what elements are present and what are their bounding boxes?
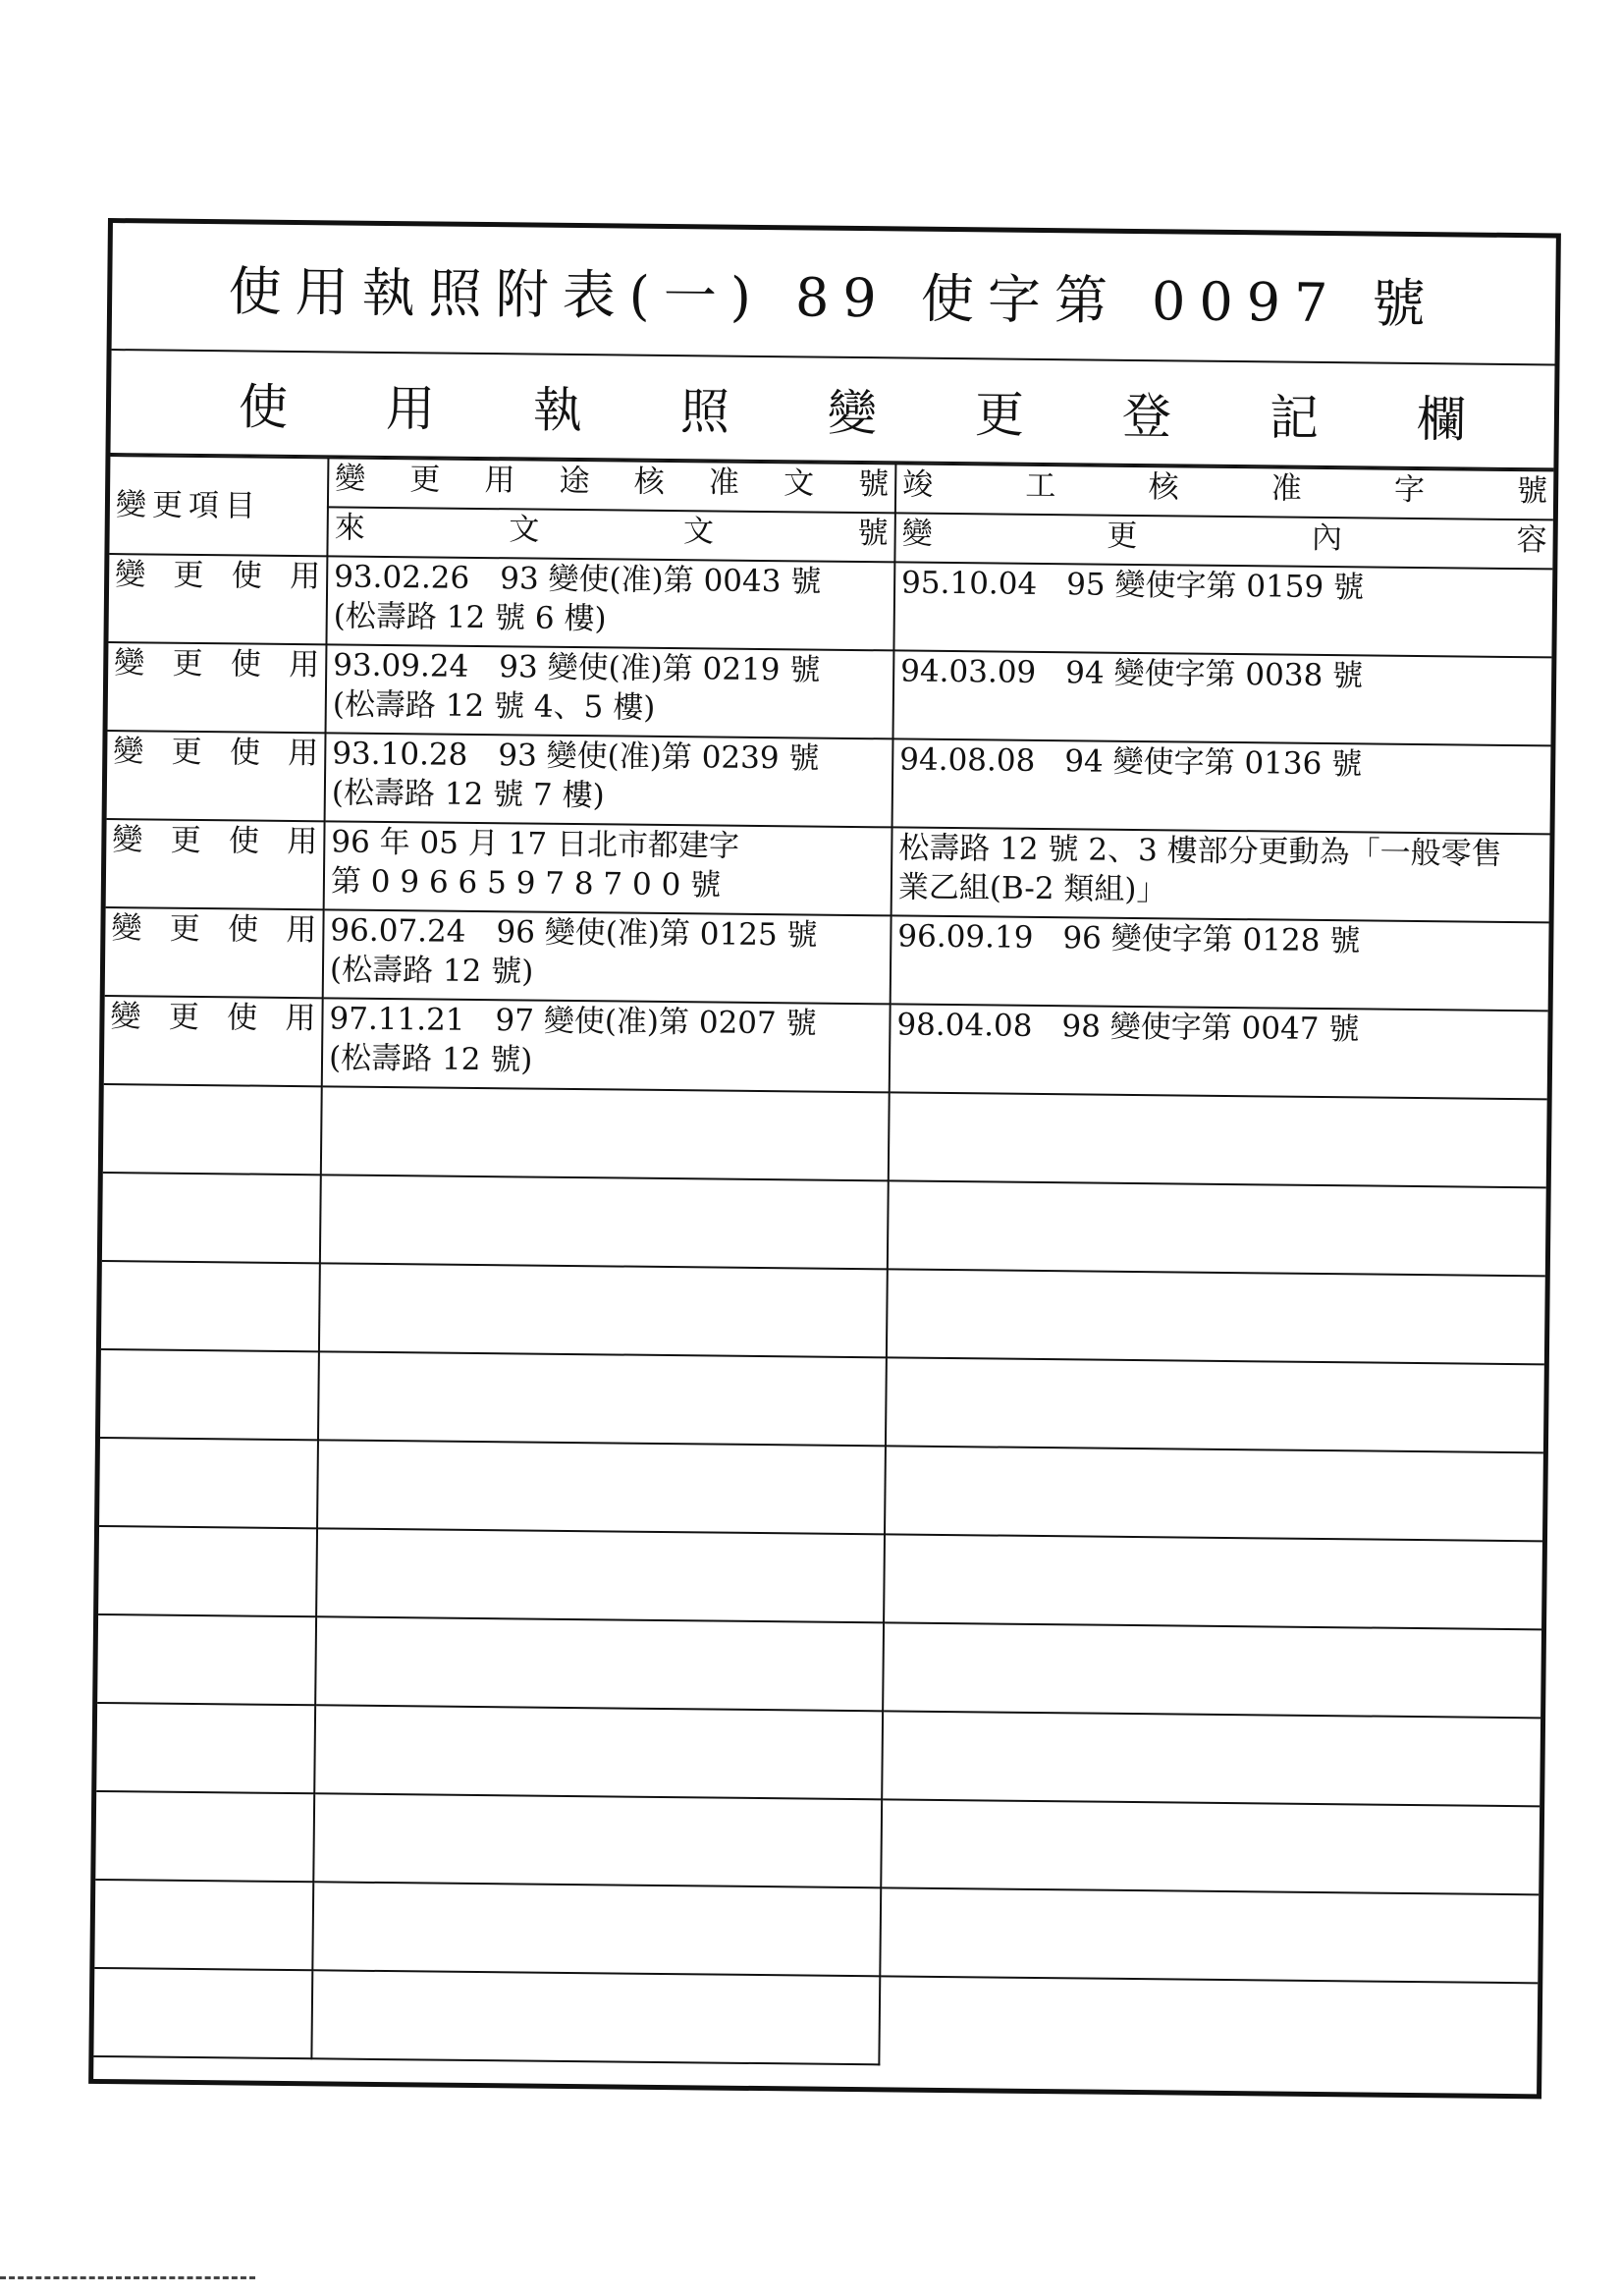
empty-cell: [102, 1173, 321, 1263]
empty-row: [98, 1526, 1542, 1629]
doc-line-1: 93.02.26 93 變使(准)第 0043 號: [333, 559, 822, 600]
incoming-doc-cell: [325, 733, 893, 827]
empty-cell: [881, 1799, 1540, 1894]
item-char: 用: [285, 1000, 316, 1037]
subtitle-char: 照: [679, 383, 730, 441]
table-row: [108, 554, 1552, 657]
subtitle-char: 欄: [1416, 390, 1467, 449]
doc-line-2: (松壽路 12 號 7 樓): [331, 775, 605, 814]
empty-cell: [95, 1791, 314, 1882]
header-char: 文: [783, 465, 815, 502]
empty-cell: [94, 1880, 313, 1970]
item-char: 更: [173, 557, 204, 594]
subtitle-char: 更: [974, 386, 1025, 444]
table-row: [105, 907, 1549, 1011]
subtitle-char: 登: [1121, 387, 1172, 446]
table-row: [106, 819, 1550, 922]
scan-artifact-marks: [0, 2276, 255, 2285]
header-doc-number: [328, 458, 895, 513]
approval-date: 98.04.08: [896, 1007, 1033, 1044]
approval-date: 94.03.09: [900, 653, 1037, 690]
item-char: 更: [169, 910, 200, 948]
header-completion-number: [895, 464, 1553, 519]
header-char: 核: [633, 464, 665, 500]
doc-line-1: 96 年 05 月 17 日北市都建字: [331, 824, 740, 864]
header-change-item: 變更項目: [109, 456, 328, 556]
empty-row: [96, 1703, 1540, 1806]
header-char: 准: [1270, 470, 1302, 507]
empty-cell: [885, 1446, 1543, 1541]
item-char: 變: [114, 645, 145, 682]
header-char: 文: [509, 512, 540, 548]
approval-date: 96.09.19: [897, 918, 1034, 956]
approval-date: 95.10.04: [900, 565, 1038, 602]
item-char: 使: [227, 911, 259, 948]
item-char: 用: [288, 735, 319, 772]
doc-line-1: 93.09.24 93 變使(准)第 0219 號: [333, 647, 821, 688]
incoming-doc-cell: [326, 644, 894, 738]
item-char: 更: [171, 734, 202, 771]
change-line-1: 松壽路 12 號 2、3 樓部分更動為「一般零售: [898, 830, 1502, 872]
empty-cell: [311, 1970, 880, 2064]
item-char: 用: [287, 823, 318, 860]
header-char: 更: [409, 462, 441, 498]
item-char: 用: [286, 911, 317, 949]
item-char: 更: [170, 822, 201, 859]
empty-cell: [319, 1263, 888, 1357]
empty-cell: [888, 1180, 1546, 1276]
header-char: 號: [1516, 473, 1548, 510]
doc-line-1: 97.11.21 97 變使(准)第 0207 號: [329, 1001, 817, 1042]
empty-row: [100, 1349, 1544, 1452]
approval-number: 94 變使字第 0136 號: [1064, 743, 1363, 783]
table-row: [107, 731, 1551, 834]
completion-cell: [892, 650, 1551, 745]
subtitle-char: 使: [238, 378, 289, 436]
incoming-doc-cell: [326, 556, 894, 650]
empty-cell: [96, 1703, 315, 1793]
empty-cell: [315, 1616, 884, 1711]
item-char: 更: [168, 999, 199, 1036]
item-char: 使: [231, 558, 263, 594]
item-char: 使: [230, 646, 262, 683]
item-char: 使: [226, 1000, 258, 1036]
empty-cell: [882, 1711, 1540, 1806]
header-char: 號: [857, 516, 889, 552]
empty-cell: [103, 1084, 322, 1175]
change-content-cell: [892, 827, 1550, 922]
empty-cell: [317, 1440, 886, 1534]
approval-number: 96 變使字第 0128 號: [1062, 920, 1361, 959]
item-char: 變: [113, 734, 144, 770]
empty-cell: [314, 1705, 883, 1799]
header-char: 內: [1311, 519, 1343, 557]
empty-cell: [879, 1976, 1538, 2071]
header-char: 容: [1516, 522, 1547, 559]
empty-cell: [97, 1614, 316, 1705]
empty-cell: [886, 1357, 1544, 1452]
header-char: 用: [484, 463, 515, 499]
item-char: 用: [289, 558, 321, 595]
change-item-cell: [105, 907, 324, 998]
empty-cell: [884, 1534, 1542, 1629]
incoming-doc-cell: [322, 998, 891, 1092]
header-char: 更: [1107, 518, 1138, 554]
empty-cell: [320, 1175, 889, 1269]
empty-row: [102, 1173, 1546, 1276]
header-char: 號: [857, 466, 890, 503]
section-subtitle: [110, 351, 1554, 469]
approval-number: 94 變使字第 0038 號: [1065, 655, 1364, 694]
completion-cell: [891, 915, 1549, 1011]
incoming-doc-cell: [323, 909, 892, 1004]
header-char: 准: [708, 465, 740, 501]
empty-cell: [313, 1793, 882, 1887]
change-registry-table: [93, 455, 1553, 2072]
empty-row: [103, 1084, 1547, 1187]
empty-cell: [883, 1622, 1541, 1718]
item-char: 使: [228, 823, 260, 859]
header-char: 變: [335, 461, 366, 497]
empty-cell: [318, 1351, 887, 1446]
doc-line-1: 93.10.28 93 變使(准)第 0239 號: [332, 736, 820, 777]
empty-row: [95, 1791, 1540, 1894]
empty-row: [97, 1614, 1541, 1718]
completion-cell: [893, 562, 1552, 657]
completion-cell: [892, 738, 1551, 834]
empty-cell: [98, 1526, 317, 1616]
doc-line-2: 第 0 9 6 6 5 9 7 8 7 0 0 號: [330, 863, 722, 903]
empty-cell: [887, 1269, 1545, 1364]
item-char: 變: [112, 822, 143, 858]
empty-cell: [880, 1887, 1539, 1983]
item-char: 變: [111, 910, 142, 947]
doc-line-2: (松壽路 12 號): [329, 952, 534, 990]
empty-cell: [889, 1092, 1547, 1187]
empty-cell: [93, 1968, 312, 2058]
doc-line-2: (松壽路 12 號 4、5 樓): [332, 686, 656, 726]
empty-cell: [101, 1261, 320, 1351]
header-char: 來: [334, 510, 365, 546]
empty-row: [94, 1880, 1539, 1983]
completion-cell: [890, 1004, 1548, 1099]
approval-number: 98 變使字第 0047 號: [1061, 1009, 1360, 1048]
subtitle-char: 用: [385, 379, 436, 438]
approval-number: 95 變使字第 0159 號: [1066, 567, 1365, 606]
doc-line-1: 96.07.24 96 變使(准)第 0125 號: [330, 912, 818, 954]
document-title: 使用執照附表(一) 89 使字第 0097 號: [112, 223, 1556, 365]
item-char: 使: [229, 735, 261, 771]
table-row: [108, 642, 1552, 745]
header-char: 變: [901, 516, 933, 552]
change-item-cell: [107, 731, 326, 821]
header-char: 核: [1148, 469, 1179, 506]
empty-cell: [312, 1882, 881, 1976]
header-char: 工: [1025, 467, 1056, 505]
item-char: 更: [172, 645, 203, 683]
approval-date: 94.08.08: [899, 741, 1036, 779]
header-char: 途: [559, 463, 590, 500]
subtitle-char: 執: [532, 381, 583, 440]
header-char: 字: [1393, 471, 1426, 509]
doc-line-2: (松壽路 12 號 6 樓): [333, 598, 607, 637]
subtitle-char: 變: [827, 384, 878, 443]
permit-attachment-sheet: [88, 218, 1561, 2099]
header-change-content: [894, 513, 1552, 569]
change-item-cell: [106, 819, 325, 909]
change-item-cell: [104, 996, 323, 1086]
change-item-cell: [108, 642, 327, 733]
item-char: 用: [289, 646, 320, 683]
header-char: 文: [682, 514, 715, 550]
doc-line-2: (松壽路 12 號): [328, 1040, 533, 1078]
empty-cell: [100, 1349, 319, 1440]
empty-cell: [316, 1528, 885, 1622]
empty-row: [93, 1968, 1538, 2071]
item-char: 變: [110, 999, 141, 1035]
empty-row: [101, 1261, 1545, 1364]
header-incoming-doc: [327, 507, 894, 562]
change-line-2: 業乙組(B-2 類組)」: [897, 869, 1167, 908]
incoming-doc-cell: [324, 821, 892, 915]
item-char: 變: [115, 557, 146, 593]
empty-row: [99, 1438, 1543, 1541]
header-char: 竣: [902, 466, 934, 503]
subtitle-char: 記: [1269, 389, 1320, 447]
empty-cell: [321, 1086, 890, 1180]
table-row: [104, 996, 1548, 1099]
change-item-cell: [108, 554, 327, 644]
empty-cell: [99, 1438, 318, 1528]
